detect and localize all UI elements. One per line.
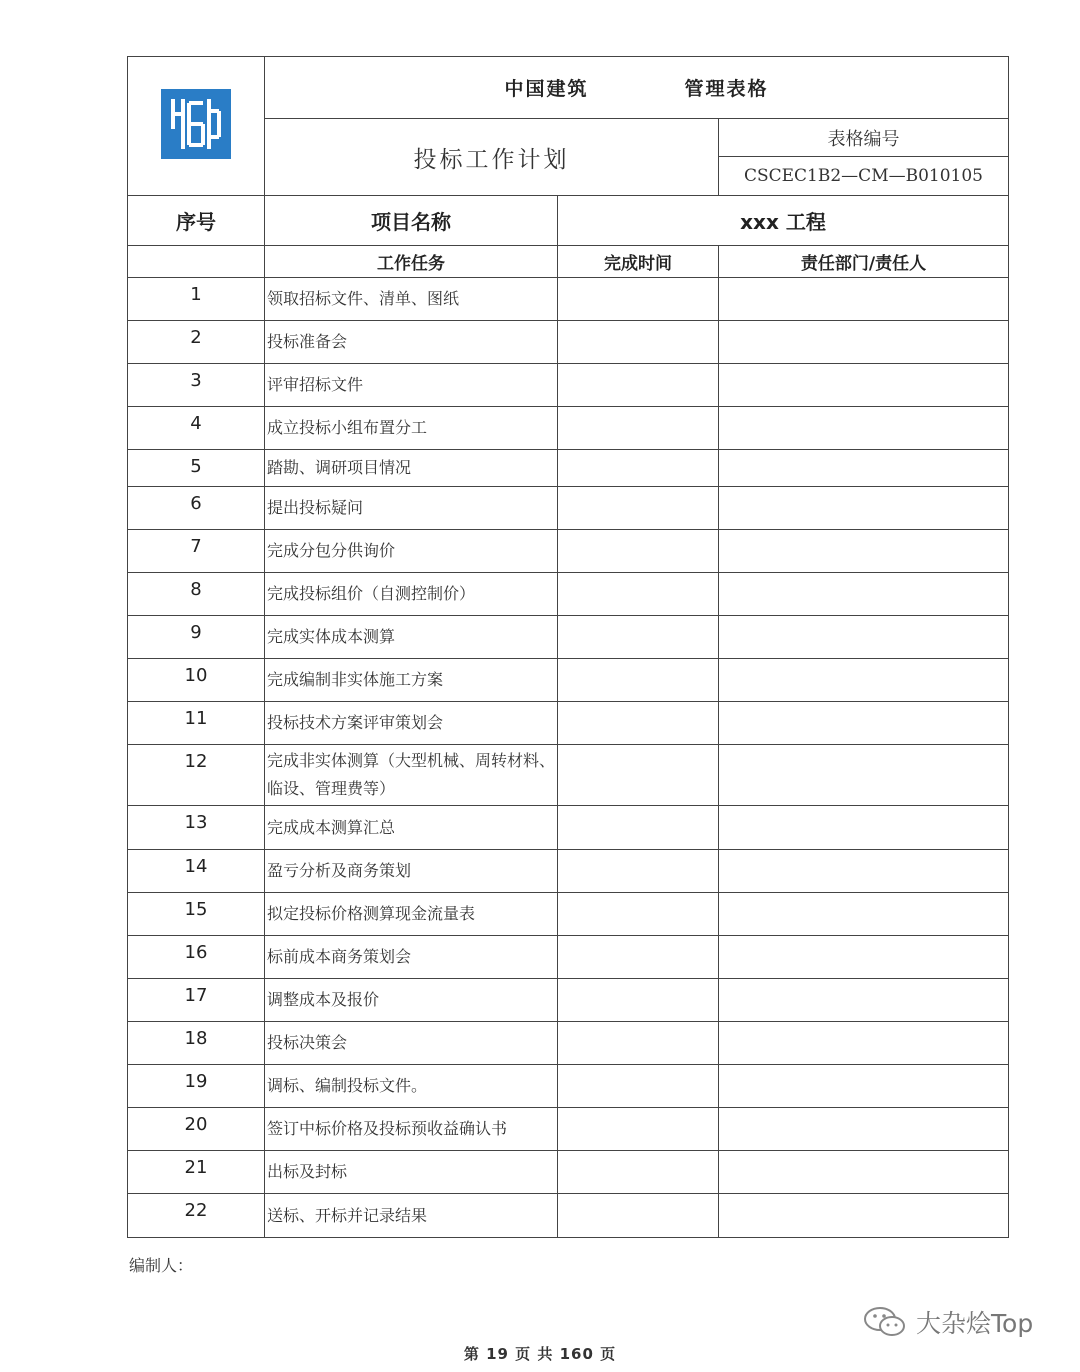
row-owner bbox=[719, 616, 1009, 659]
row-number: 7 bbox=[128, 530, 265, 573]
row-task: 调整成本及报价 bbox=[265, 979, 558, 1022]
row-task: 标前成本商务策划会 bbox=[265, 936, 558, 979]
row-number: 20 bbox=[128, 1108, 265, 1151]
table-row bbox=[128, 806, 1009, 850]
row-completion-time bbox=[558, 702, 719, 745]
row-completion-time bbox=[558, 364, 719, 407]
row-number: 5 bbox=[128, 450, 265, 487]
row-task: 拟定投标价格测算现金流量表 bbox=[265, 893, 558, 936]
table-row bbox=[128, 1022, 1009, 1065]
row-completion-time bbox=[558, 321, 719, 364]
row-completion-time bbox=[558, 407, 719, 450]
row-number: 11 bbox=[128, 702, 265, 745]
task-header: 工作任务 bbox=[265, 246, 558, 278]
table-row bbox=[128, 936, 1009, 979]
row-task: 成立投标小组布置分工 bbox=[265, 407, 558, 450]
row-owner bbox=[719, 745, 1009, 806]
row-owner bbox=[719, 979, 1009, 1022]
table-row bbox=[128, 450, 1009, 487]
row-number: 8 bbox=[128, 573, 265, 616]
row-number: 22 bbox=[128, 1194, 265, 1238]
row-task: 完成成本测算汇总 bbox=[265, 806, 558, 850]
row-completion-time bbox=[558, 1065, 719, 1108]
row-owner bbox=[719, 1022, 1009, 1065]
row-completion-time bbox=[558, 893, 719, 936]
table-row bbox=[128, 321, 1009, 364]
seq-header: 序号 bbox=[128, 196, 265, 246]
table-row bbox=[128, 702, 1009, 745]
row-owner bbox=[719, 1065, 1009, 1108]
row-number: 19 bbox=[128, 1065, 265, 1108]
row-number: 9 bbox=[128, 616, 265, 659]
watermark bbox=[862, 1304, 1033, 1340]
row-task: 盈亏分析及商务策划 bbox=[265, 850, 558, 893]
table-row bbox=[128, 1108, 1009, 1151]
row-number: 1 bbox=[128, 278, 265, 321]
company-header bbox=[265, 57, 1009, 119]
row-number: 6 bbox=[128, 487, 265, 530]
watermark-text: 大杂烩Top bbox=[916, 1309, 1034, 1338]
prepared-by-label: 编制人： bbox=[129, 1256, 194, 1275]
page-number: 第 19 页 共 160 页 bbox=[463, 1345, 617, 1363]
form-type: 管理表格 bbox=[684, 78, 769, 100]
row-task: 出标及封标 bbox=[265, 1151, 558, 1194]
row-task: 投标决策会 bbox=[265, 1022, 558, 1065]
row-completion-time bbox=[558, 936, 719, 979]
row-owner bbox=[719, 936, 1009, 979]
row-number: 21 bbox=[128, 1151, 265, 1194]
row-owner bbox=[719, 364, 1009, 407]
row-completion-time bbox=[558, 1022, 719, 1065]
row-completion-time bbox=[558, 616, 719, 659]
row-number: 4 bbox=[128, 407, 265, 450]
row-completion-time bbox=[558, 487, 719, 530]
row-number: 17 bbox=[128, 979, 265, 1022]
table-row bbox=[128, 407, 1009, 450]
table-row bbox=[128, 1194, 1009, 1238]
logo-cell bbox=[128, 57, 265, 196]
row-completion-time bbox=[558, 1108, 719, 1151]
form-code-label: 表格编号 bbox=[719, 119, 1009, 157]
row-task: 评审招标文件 bbox=[265, 364, 558, 407]
project-name-header: 项目名称 bbox=[265, 196, 558, 246]
row-completion-time bbox=[558, 1151, 719, 1194]
row-owner bbox=[719, 702, 1009, 745]
company-name: 中国建筑 bbox=[504, 78, 589, 100]
row-number: 13 bbox=[128, 806, 265, 850]
row-owner bbox=[719, 450, 1009, 487]
table-row bbox=[128, 893, 1009, 936]
row-owner bbox=[719, 487, 1009, 530]
row-owner bbox=[719, 321, 1009, 364]
row-completion-time bbox=[558, 850, 719, 893]
table-row bbox=[128, 364, 1009, 407]
row-completion-time bbox=[558, 979, 719, 1022]
row-owner bbox=[719, 278, 1009, 321]
time-header: 完成时间 bbox=[558, 246, 719, 278]
row-completion-time bbox=[558, 806, 719, 850]
table-row bbox=[128, 745, 1009, 806]
row-task: 提出投标疑问 bbox=[265, 487, 558, 530]
row-owner bbox=[719, 659, 1009, 702]
bid-plan-table bbox=[127, 56, 1009, 1238]
table-row bbox=[128, 1065, 1009, 1108]
row-completion-time bbox=[558, 530, 719, 573]
row-task: 投标技术方案评审策划会 bbox=[265, 702, 558, 745]
row-owner bbox=[719, 530, 1009, 573]
row-task: 签订中标价格及投标预收益确认书 bbox=[265, 1108, 558, 1151]
row-owner bbox=[719, 1194, 1009, 1238]
row-task: 领取招标文件、清单、图纸 bbox=[265, 278, 558, 321]
row-owner bbox=[719, 407, 1009, 450]
row-task: 完成实体成本测算 bbox=[265, 616, 558, 659]
blank-subheader bbox=[128, 246, 265, 278]
row-owner bbox=[719, 893, 1009, 936]
row-owner bbox=[719, 1108, 1009, 1151]
wechat-icon bbox=[862, 1305, 908, 1339]
form-code-value: CSCEC1B2—CM—B010105 bbox=[719, 157, 1009, 196]
row-number: 3 bbox=[128, 364, 265, 407]
row-task: 完成编制非实体施工方案 bbox=[265, 659, 558, 702]
cscec-logo bbox=[161, 89, 231, 159]
row-task: 送标、开标并记录结果 bbox=[265, 1194, 558, 1238]
owner-header: 责任部门/责任人 bbox=[719, 246, 1009, 278]
row-task: 完成分包分供询价 bbox=[265, 530, 558, 573]
row-number: 14 bbox=[128, 850, 265, 893]
table-row bbox=[128, 1151, 1009, 1194]
row-completion-time bbox=[558, 573, 719, 616]
row-completion-time bbox=[558, 745, 719, 806]
plan-title: 投标工作计划 bbox=[265, 119, 719, 196]
row-number: 10 bbox=[128, 659, 265, 702]
row-number: 12 bbox=[128, 745, 265, 806]
row-owner bbox=[719, 573, 1009, 616]
row-number: 2 bbox=[128, 321, 265, 364]
row-number: 16 bbox=[128, 936, 265, 979]
table-row bbox=[128, 659, 1009, 702]
table-row bbox=[128, 850, 1009, 893]
table-row bbox=[128, 573, 1009, 616]
row-task: 完成投标组价（自测控制价） bbox=[265, 573, 558, 616]
row-task: 调标、编制投标文件。 bbox=[265, 1065, 558, 1108]
row-owner bbox=[719, 1151, 1009, 1194]
row-task: 投标准备会 bbox=[265, 321, 558, 364]
table-row bbox=[128, 530, 1009, 573]
row-owner bbox=[719, 806, 1009, 850]
table-row bbox=[128, 278, 1009, 321]
row-completion-time bbox=[558, 659, 719, 702]
table-row bbox=[128, 616, 1009, 659]
row-completion-time bbox=[558, 278, 719, 321]
table-row bbox=[128, 979, 1009, 1022]
row-owner bbox=[719, 850, 1009, 893]
project-name-value: xxx 工程 bbox=[558, 196, 1009, 246]
row-number: 18 bbox=[128, 1022, 265, 1065]
row-number: 15 bbox=[128, 893, 265, 936]
row-completion-time bbox=[558, 1194, 719, 1238]
table-row bbox=[128, 487, 1009, 530]
row-task: 完成非实体测算（大型机械、周转材料、临设、管理费等） bbox=[265, 745, 558, 806]
row-completion-time bbox=[558, 450, 719, 487]
row-task: 踏勘、调研项目情况 bbox=[265, 450, 558, 487]
